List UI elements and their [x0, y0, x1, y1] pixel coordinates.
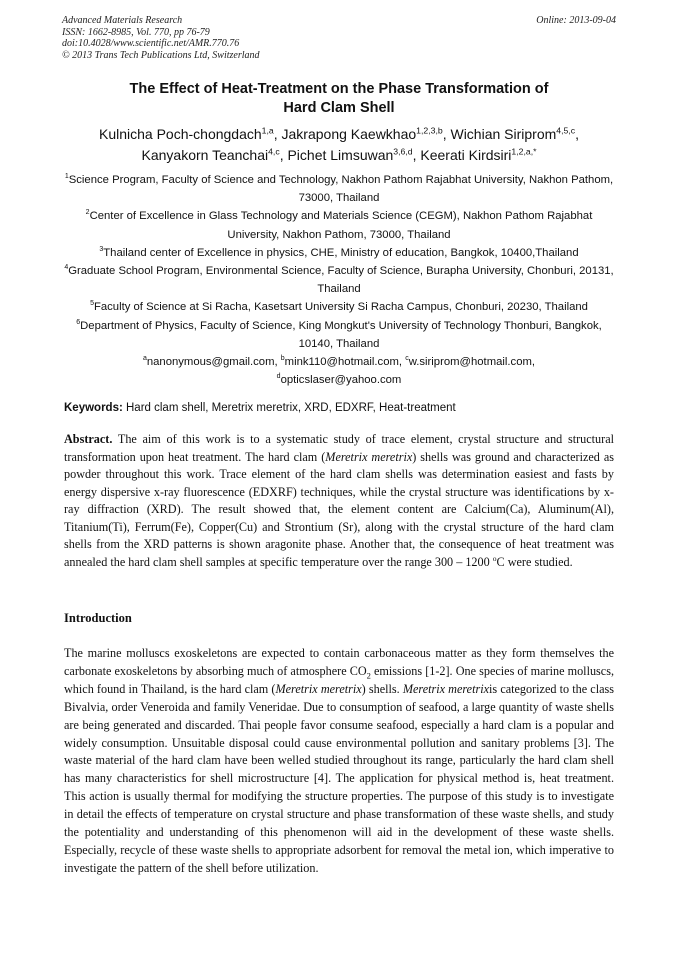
- online-date: Online: 2013-09-04: [536, 15, 616, 26]
- doi-line: doi:10.4028/www.scientific.net/AMR.770.76: [62, 38, 240, 49]
- paper-title: [62, 80, 616, 118]
- copyright-line: © 2013 Trans Tech Publications Ltd, Switzerland: [62, 49, 260, 61]
- journal-header: [62, 15, 616, 61]
- author: Wichian Siriprom$^{4,5,c}$: [450, 125, 576, 142]
- section-heading-introduction: Introduction: [64, 611, 132, 625]
- keywords-text: Hard clam shell, Meretrix meretrix, XRD, EDXRF, Heat-treatment: [126, 402, 456, 414]
- email[interactable]: $^a$nanonymous@gmail.com: [142, 355, 275, 369]
- affiliation: $^1$Science Program, Faculty of Science and Technology, Nakhon Pathom Rajabhat University, Nakhon Pathom, 73000, Thailand: [64, 173, 614, 205]
- author: Jakrapong Kaewkhao$^{1,2,3,b}$: [281, 125, 443, 142]
- author: Pichet Limsuwan$^{3,6,d}$: [287, 146, 413, 163]
- title-line-2: Hard Clam Shell: [283, 100, 395, 116]
- title-line-1: The Effect of Heat-Treatment on the Phase Transformation of: [129, 81, 549, 97]
- affiliation: $^5$Faculty of Science at Si Racha, Kasetsart University Si Racha Campus, Chonburi, 20230, Thailand: [90, 300, 588, 314]
- affiliation: $^2$Center of Excellence in Glass Technology and Materials Science (CEGM), Nakhon Pathom Rajabhat University, Nakhon Pathom, 73000, Thailand: [85, 209, 593, 241]
- keywords: [64, 400, 616, 416]
- introduction-paragraph: The marine molluscs exoskeletons are expected to contain carbonaceous matter as they form themselves the carbonate exoskeletons by absorbing much of atmosphere $CO_2$ emissions [1-2]. One species of marine molluscs, which found in Thailand, is the hard clam (Meretrix meretrix) shells. Meretrix meretrixis categorized to the class Bivalvia, order Veneroida and family Veneridae. Due to consumption of seafood, a large quantity of waste shells are being generated and discarded. Thai people favor consume seafood, especially a hard clam is a popular and widely consumption. Unsuitable disposal could cause environmental pollution and sanitary problems [3]. The waste material of the hard clam have been welled studied throughout its range, particularly the hard clam shell has many characteristics for shell microstructure [4]. The application for physical method is, heat treatment. This action is usually thermal for modifying the structure properties. The purpose of this study is to investigate in detail the effects of temperature on crystal structure and phase transformation of these waste shells, and study the potentiality and understanding of this phenomenon will aid in the development of these waste shells. Especially, recycle of these waste shells to appropriate adsorbent for removal the metal ion, which imperative to investigate the pattern of the shell before utilization.: [64, 646, 614, 875]
- journal-name: Advanced Materials Research: [62, 15, 183, 26]
- abstract: Abstract. The aim of this work is to a systematic study of trace element, crystal structure and structural transformation upon heat treatment. The hard clam (Meretrix meretrix) shells was ground and characterized as powder throughout this work. Trace element of the hard clam shells was determination easiest and fasts by energy dispersive x-ray fluorescence (EDXRF) techniques, while the crystal structure was identifications by x-ray diffraction (XRD). The result showed that, the element content are Calcium(Ca), Aluminum(Al), Titanium(Ti), Ferrum(Fe), Copper(Cu) and Strontium (Sr), along with the crystal structure of the hard clam shells from the XRD patterns is shown aragonite phase. Another that, the consequence of heat treatment was annealed the hard clam shell samples at specific temperature over the range 300 – 1200 $^o$C were studied.: [64, 432, 614, 569]
- affiliation: $^6$Department of Physics, Faculty of Science, King Mongkut's University of Technology Thonburi, Bangkok, 10140, Thailand: [76, 318, 602, 350]
- email-list: $^a$nanonymous@gmail.com, $^b$mink110@hotmail.com, $^c$w.siriprom@hotmail.com, $^d$opticslaser@yahoo.com: [142, 355, 536, 387]
- email[interactable]: $^b$mink110@hotmail.com: [280, 355, 399, 369]
- affiliation: $^3$Thailand center of Excellence in physics, CHE, Ministry of education, Bangkok, 10400,Thailand: [99, 246, 579, 259]
- email[interactable]: $^c$w.siriprom@hotmail.com: [405, 355, 532, 369]
- email[interactable]: $^d$opticslaser@yahoo.com: [276, 373, 402, 387]
- author: Kanyakorn Teanchai$^{4,c}$: [141, 146, 280, 163]
- author: Kulnicha Poch-chongdach$^{1,a}$: [99, 125, 274, 142]
- abstract-label: Abstract.: [64, 432, 113, 446]
- keywords-label: Keywords:: [64, 402, 123, 414]
- affiliation-list: [62, 171, 616, 389]
- author-list: Kulnicha Poch-chongdach$^{1,a}$, Jakrapong Kaewkhao$^{1,2,3,b}$, Wichian Siriprom$^{4,5,c}$, Kanyakorn Teanchai$^{4,c}$, Pichet Limsuwan$^{3,6,d}$, Keerati Kirdsiri$^{1,2,a,*}$: [99, 125, 579, 163]
- affiliation: $^4$Graduate School Program, Environmental Science, Faculty of Science, Burapha University, Chonburi, 20131, Thailand: [64, 264, 614, 296]
- issn-line: ISSN: 1662-8985, Vol. 770, pp 76-79: [62, 26, 210, 38]
- author: Keerati Kirdsiri$^{1,2,a,*}$: [420, 146, 537, 163]
